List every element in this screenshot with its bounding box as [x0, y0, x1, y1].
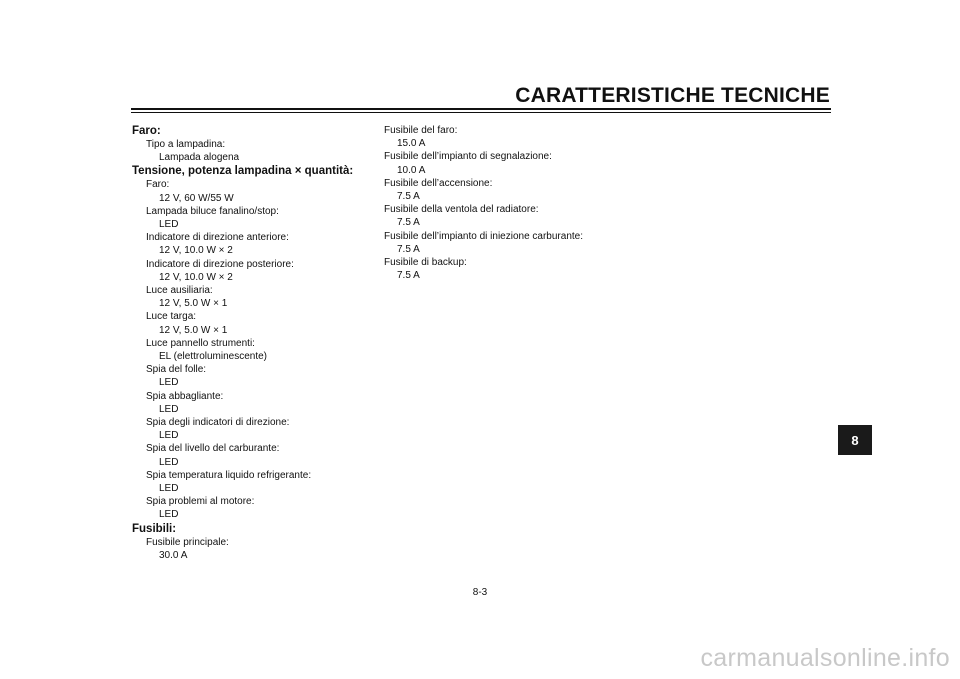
- spec-value: 30.0 A: [159, 549, 188, 561]
- spec-value: 7.5 A: [397, 270, 420, 282]
- spec-value: 12 V, 60 W/55 W: [159, 192, 234, 204]
- spec-value: 12 V, 5.0 W × 1: [159, 298, 228, 310]
- spec-value: LED: [159, 403, 179, 415]
- spec-label: Spia del livello del carburante:: [146, 443, 280, 455]
- spec-label: Tipo a lampadina:: [146, 139, 226, 150]
- chapter-tab: 8: [838, 425, 872, 455]
- spec-value: LED: [159, 456, 179, 468]
- spec-label: Luce pannello strumenti:: [146, 337, 255, 349]
- spec-label: Fusibile del faro:: [384, 125, 458, 136]
- spec-value: LED: [159, 509, 179, 521]
- spec-value: 12 V, 5.0 W × 1: [159, 324, 228, 336]
- spec-label: Fusibile di backup:: [384, 257, 467, 269]
- spec-label: Fusibile dell’impianto di segnalazione:: [384, 151, 552, 163]
- spec-value: 12 V, 10.0 W × 2: [159, 245, 233, 257]
- spec-value: Lampada alogena: [159, 152, 240, 164]
- section-heading-faro: Faro:: [132, 125, 161, 137]
- spec-label: Spia degli indicatori di direzione:: [146, 417, 290, 429]
- spec-value: 10.0 A: [397, 164, 426, 176]
- spec-label: Fusibile principale:: [146, 536, 229, 548]
- spec-label: Luce ausiliaria:: [146, 285, 213, 297]
- spec-value: EL (elettroluminescente): [159, 351, 268, 363]
- spec-label: Spia del folle:: [146, 364, 207, 376]
- spec-label: Spia problemi al motore:: [146, 496, 255, 508]
- spec-label: Spia abbagliante:: [146, 390, 224, 402]
- left-column: [132, 124, 372, 562]
- spec-value: 7.5 A: [397, 243, 420, 255]
- spec-label: Faro:: [146, 179, 170, 191]
- section-heading-fusibili: Fusibili:: [132, 522, 177, 535]
- spec-value: 7.5 A: [397, 217, 420, 229]
- spec-value: LED: [159, 219, 179, 231]
- spec-value: LED: [159, 430, 179, 442]
- spec-label: Spia temperatura liquido refrigerante:: [146, 469, 312, 481]
- header-rule-thin: [131, 112, 831, 113]
- page-title: CARATTERISTICHE TECNICHE: [515, 84, 830, 107]
- spec-value: 7.5 A: [397, 191, 420, 203]
- spec-value: 12 V, 10.0 W × 2: [159, 271, 233, 283]
- page-number: 8-3: [472, 587, 488, 598]
- spec-label: Indicatore di direzione posteriore:: [146, 258, 294, 270]
- spec-label: Fusibile della ventola del radiatore:: [384, 204, 539, 216]
- watermark: carmanualsonline.info: [700, 644, 950, 672]
- section-heading-tensione: Tensione, potenza lampadina × quantità:: [132, 165, 354, 178]
- right-column: [384, 124, 684, 282]
- spec-label: Lampada biluce fanalino/stop:: [146, 205, 279, 217]
- header-rule-thick: [131, 108, 831, 110]
- spec-value: LED: [159, 377, 179, 389]
- spec-value: 15.0 A: [397, 138, 426, 150]
- spec-label: Luce targa:: [146, 311, 197, 323]
- spec-value: LED: [159, 483, 179, 495]
- spec-label: Fusibile dell’impianto di iniezione carburante:: [384, 230, 583, 242]
- spec-label: Fusibile dell’accensione:: [384, 177, 493, 189]
- spec-label: Indicatore di direzione anteriore:: [146, 232, 289, 244]
